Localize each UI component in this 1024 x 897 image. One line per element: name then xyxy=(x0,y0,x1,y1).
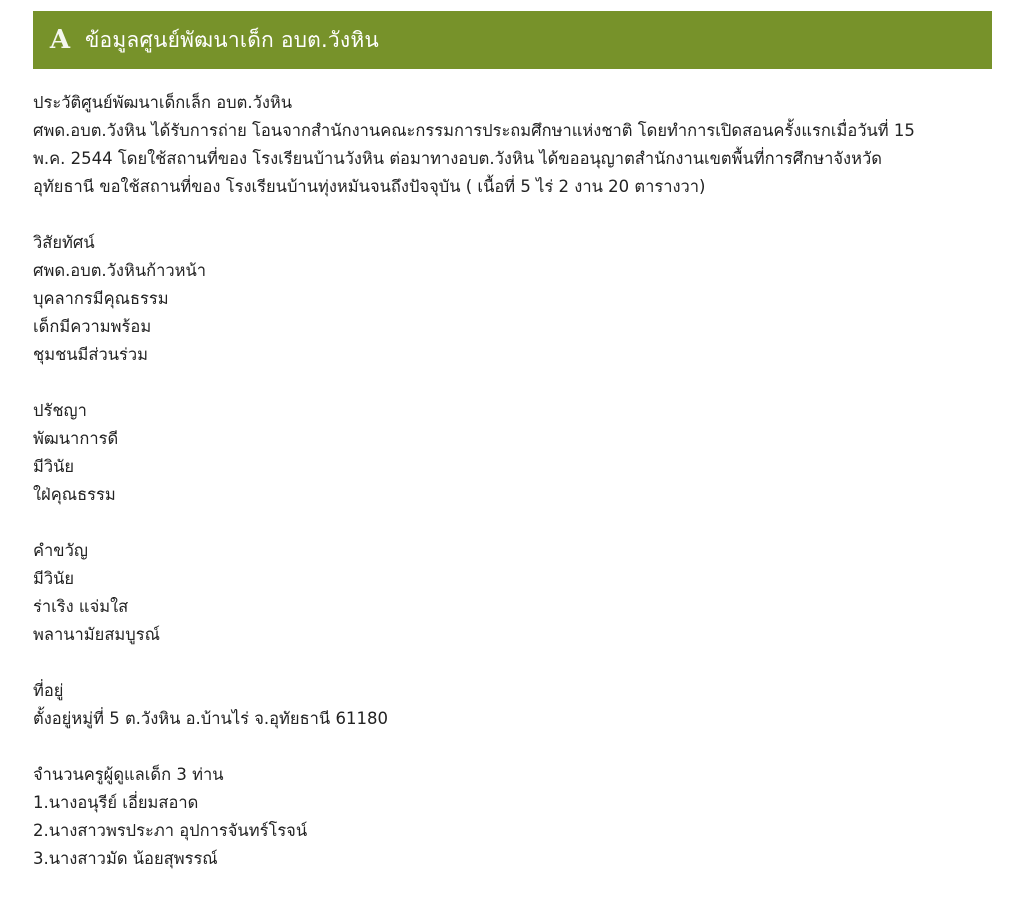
caregivers-section xyxy=(33,761,983,873)
motto-heading: คำขวัญ xyxy=(33,541,88,560)
history-line: ศพด.อบต.วังหิน ได้รับการถ่าย โอนจากสำนักงานคณะกรรมการประถมศึกษาแห่งชาติ โดยทำการเปิดสอนครั้งแรกเมื่อวันที่ 15 xyxy=(33,121,915,140)
motto-item: มีวินัย xyxy=(33,569,75,588)
history-line: อุทัยธานี ขอใช้สถานที่ของ โรงเรียนบ้านทุ่งหมันจนถึงปัจจุบัน ( เนื้อที่ 5 ไร่ 2 งาน 20 ตารางวา) xyxy=(33,177,706,196)
motto-item: ร่าเริง แจ่มใส xyxy=(33,597,129,616)
spacer xyxy=(33,733,983,761)
spacer xyxy=(33,369,983,397)
spacer xyxy=(33,649,983,677)
vision-item: เด็กมีความพร้อม xyxy=(33,317,152,336)
philosophy-section xyxy=(33,397,983,509)
article-body xyxy=(33,89,983,873)
header-letter-icon: A xyxy=(49,25,71,55)
spacer xyxy=(33,509,983,537)
philosophy-item: ใฝ่คุณธรรม xyxy=(33,485,116,504)
caregiver-item: 3.นางสาวมัด น้อยสุพรรณ์ xyxy=(33,849,218,868)
address-text: ตั้งอยู่หมู่ที่ 5 ต.วังหิน อ.บ้านไร่ จ.อุทัยธานี 61180 xyxy=(33,709,388,728)
section-header xyxy=(33,11,992,69)
philosophy-heading: ปรัชญา xyxy=(33,401,87,420)
motto-item: พลานามัยสมบูรณ์ xyxy=(33,625,160,644)
address-heading: ที่อยู่ xyxy=(33,681,64,700)
history-heading: ประวัติศูนย์พัฒนาเด็กเล็ก อบต.วังหิน xyxy=(33,93,293,112)
philosophy-item: มีวินัย xyxy=(33,457,75,476)
caregivers-heading: จำนวนครูผู้ดูแลเด็ก 3 ท่าน xyxy=(33,765,224,784)
vision-item: บุคลากรมีคุณธรรม xyxy=(33,289,169,308)
history-line: พ.ค. 2544 โดยใช้สถานที่ของ โรงเรียนบ้านวังหิน ต่อมาทางอบต.วังหิน ได้ขออนุญาตสำนักงานเขตพื้นที่การศึกษาจังหวัด xyxy=(33,149,882,168)
caregiver-item: 1.นางอนุรีย์ เอี่ยมสอาด xyxy=(33,793,199,812)
philosophy-item: พัฒนาการดี xyxy=(33,429,119,448)
spacer xyxy=(33,201,983,229)
vision-item: ชุมชนมีส่วนร่วม xyxy=(33,345,149,364)
caregiver-item: 2.นางสาวพรประภา อุปการจันทร์โรจน์ xyxy=(33,821,308,840)
motto-section xyxy=(33,537,983,649)
history-section xyxy=(33,89,983,201)
vision-item: ศพด.อบต.วังหินก้าวหน้า xyxy=(33,261,207,280)
page-title: ข้อมูลศูนย์พัฒนาเด็ก อบต.วังหิน xyxy=(85,27,379,52)
vision-heading: วิสัยทัศน์ xyxy=(33,233,95,252)
vision-section xyxy=(33,229,983,369)
address-section xyxy=(33,677,983,733)
